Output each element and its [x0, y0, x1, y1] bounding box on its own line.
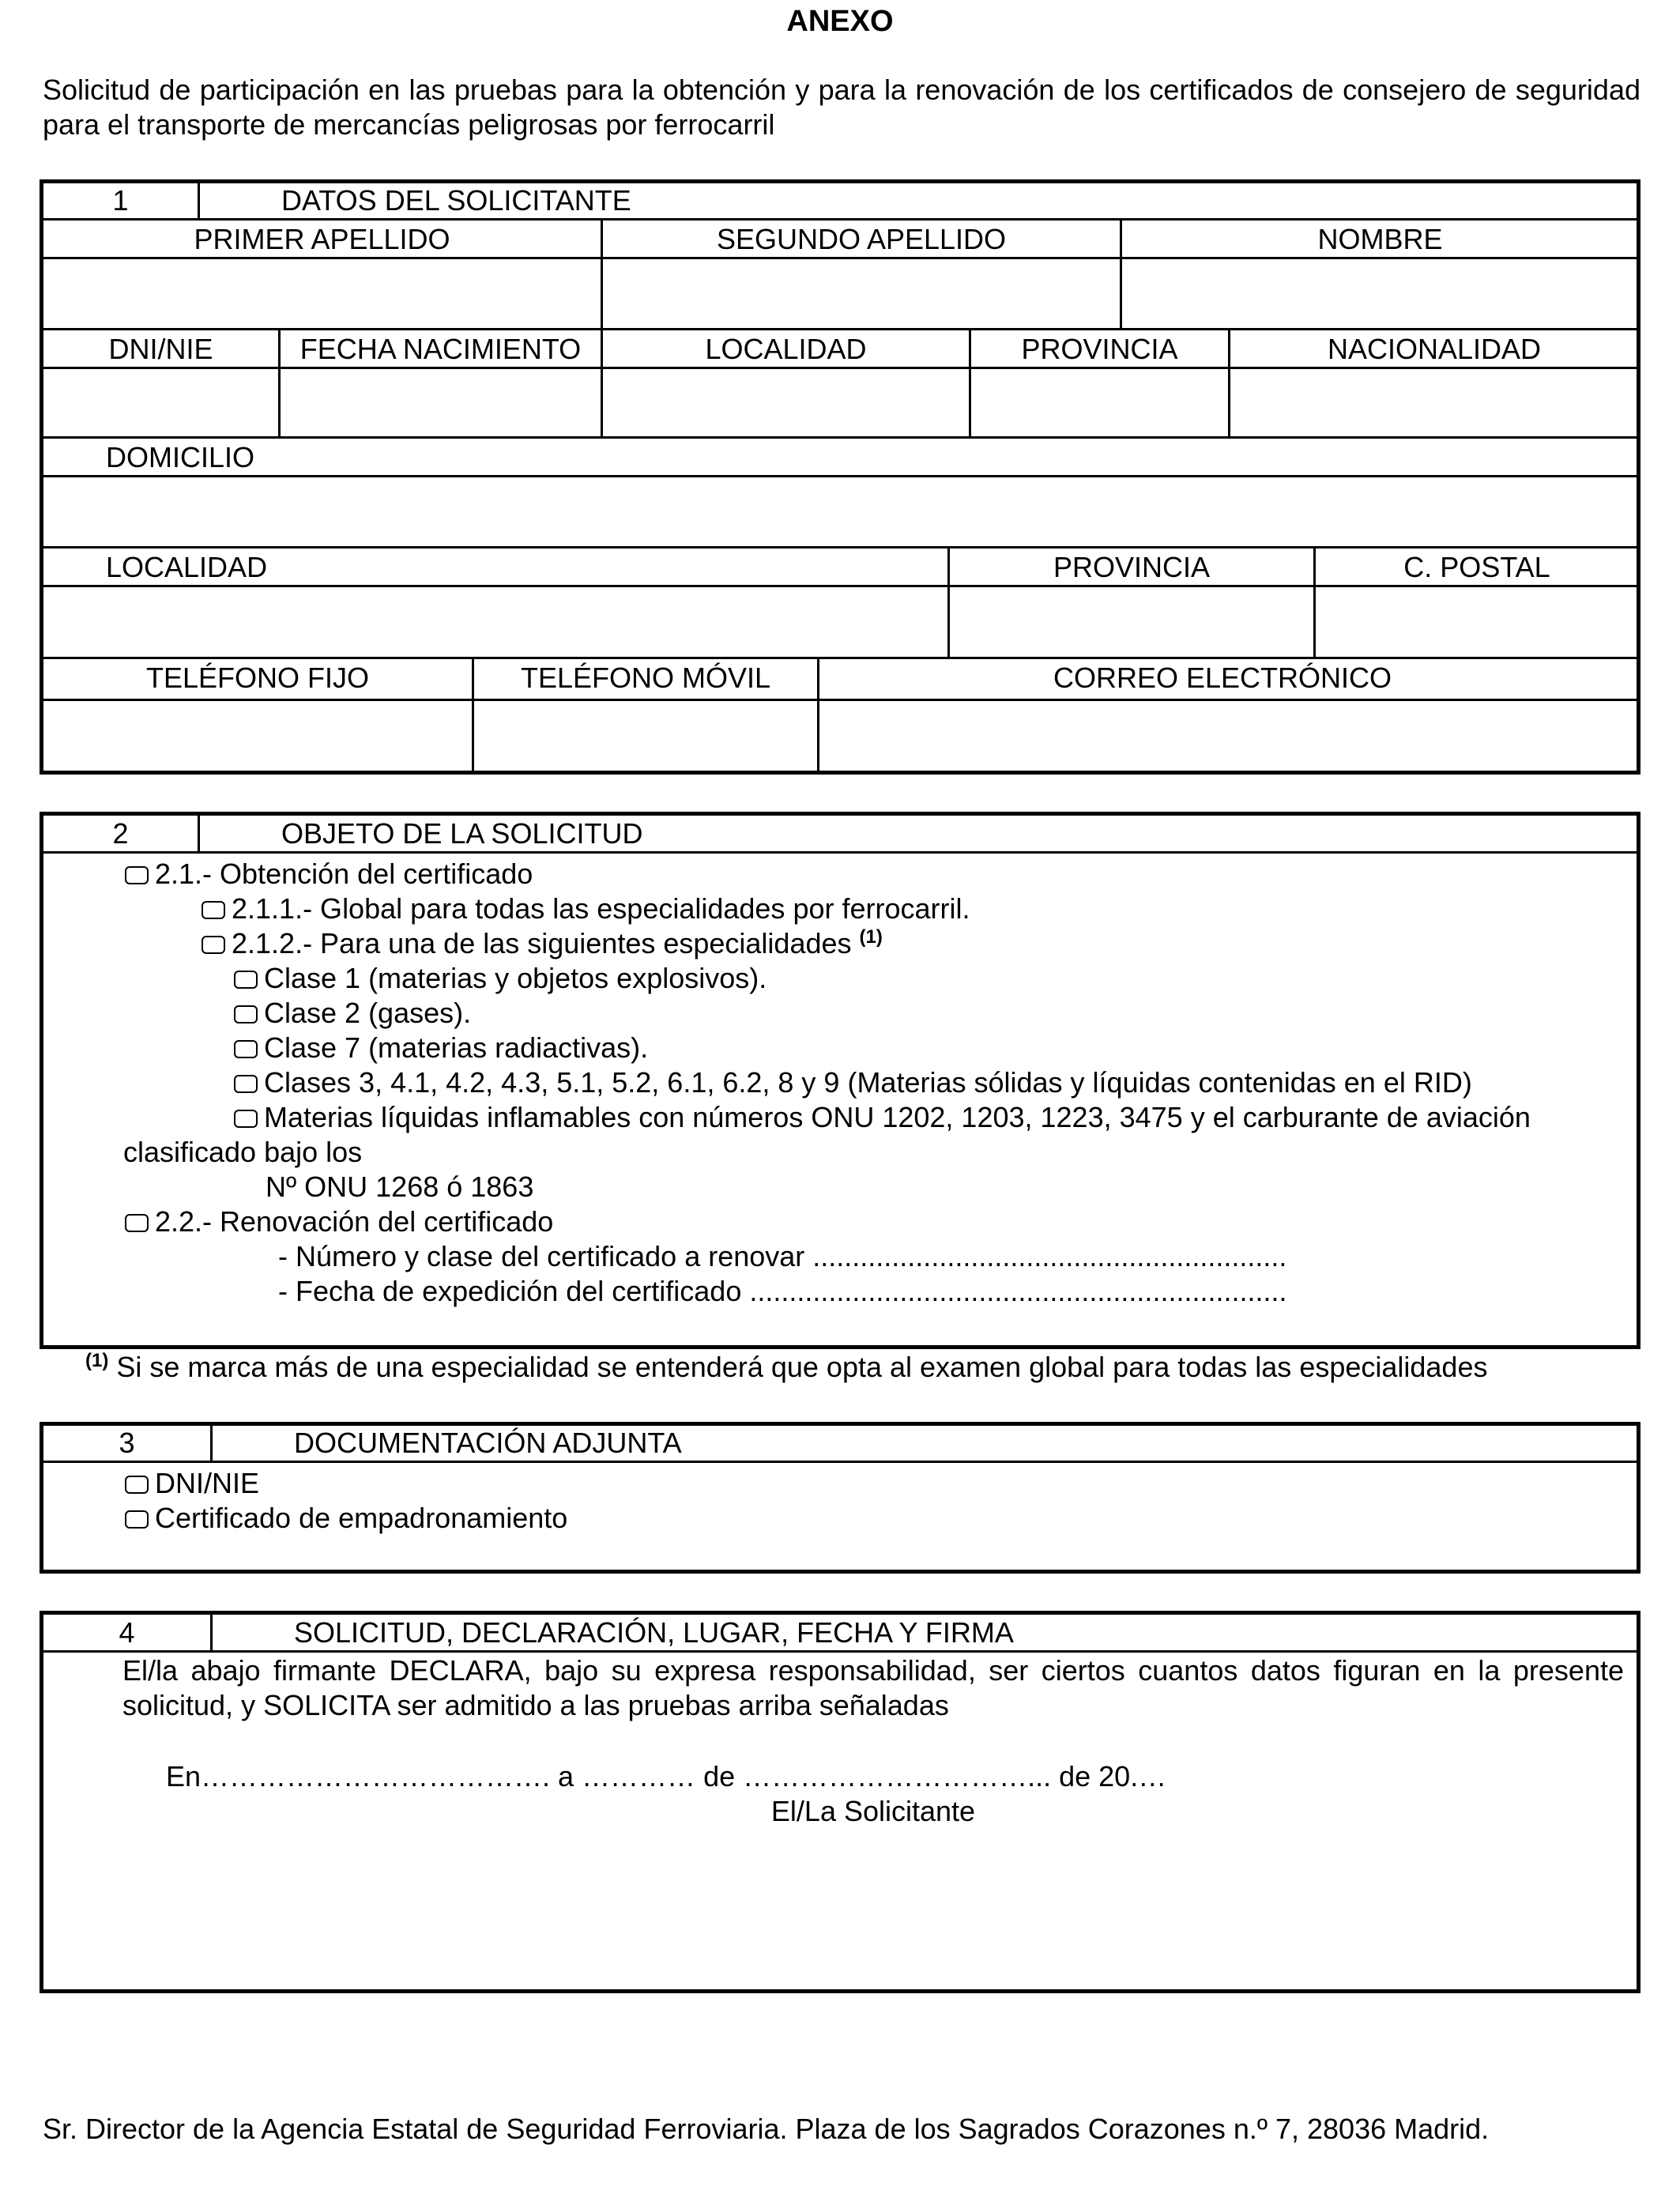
- field-correo-electronico[interactable]: [819, 702, 1638, 771]
- label-codigo-postal: C. POSTAL: [1403, 551, 1550, 583]
- field-telefono-fijo[interactable]: [43, 702, 472, 771]
- checkbox-doc-dni-nie[interactable]: [125, 1476, 149, 1494]
- option-doc-dni-nie: DNI/NIE: [125, 1466, 259, 1501]
- label-primer-apellido: PRIMER APELLIDO: [194, 223, 450, 255]
- section-1-number: 1: [112, 184, 129, 217]
- option-clases-varias: Clases 3, 4.1, 4.2, 4.3, 5.1, 5.2, 6.1, 6.2, 8 y 9 (Materias sólidas y líquidas contenidas en el RID): [234, 1065, 1472, 1100]
- option-doc-empadronamiento: Certificado de empadronamiento: [125, 1501, 567, 1536]
- field-localidad[interactable]: [43, 588, 947, 657]
- label-telefono-fijo: TELÉFONO FIJO: [145, 662, 370, 694]
- declaration-text: El/la abajo firmante DECLARA, bajo su expresa responsabilidad, ser ciertos cuantos datos figuran en la presente solicitud, y SOLICITA ser admitido a las pruebas arriba señaladas: [122, 1654, 1624, 1721]
- option-clase-2: Clase 2 (gases).: [234, 996, 471, 1031]
- field-provincia-nacimiento[interactable]: [971, 370, 1228, 436]
- checkbox-clase-7[interactable]: [234, 1040, 258, 1058]
- liquidos-onu: Nº ONU 1268 ó 1863: [266, 1171, 534, 1203]
- label-nacionalidad: NACIONALIDAD: [1327, 333, 1542, 365]
- section-3-title: DOCUMENTACIÓN ADJUNTA: [294, 1427, 682, 1459]
- label-telefono-movil: TELÉFONO MÓVIL: [520, 662, 771, 694]
- checkbox-liquidos-inflamables[interactable]: [234, 1110, 258, 1128]
- option-especialidad: 2.1.2.- Para una de las siguientes especialidades $^{(1)}$: [202, 926, 883, 961]
- checkbox-doc-empadronamiento[interactable]: [125, 1510, 149, 1529]
- section-4-number: 4: [119, 1616, 135, 1649]
- label-provincia-nacimiento: PROVINCIA: [1021, 333, 1178, 365]
- field-primer-apellido[interactable]: [43, 260, 601, 328]
- checkbox-especialidad[interactable]: [202, 936, 225, 954]
- field-nombre[interactable]: [1122, 260, 1638, 328]
- section-3-documentacion-adjunta: [40, 1422, 1640, 1574]
- field-codigo-postal[interactable]: [1316, 588, 1638, 657]
- section-1-title: DATOS DEL SOLICITANTE: [281, 184, 631, 217]
- option-obtencion: 2.1.- Obtención del certificado: [125, 857, 533, 892]
- label-localidad: LOCALIDAD: [106, 551, 268, 583]
- label-provincia: PROVINCIA: [1053, 551, 1211, 583]
- section-2-title: OBJETO DE LA SOLICITUD: [281, 817, 643, 850]
- label-dni-nie: DNI/NIE: [108, 333, 213, 365]
- checkbox-clases-varias[interactable]: [234, 1075, 258, 1093]
- intro-text: Solicitud de participación en las pruebas para la obtención y para la renovación de los certificados de consejero de seguridad para el transporte de mercancías peligrosas por ferrocarril: [43, 74, 1640, 141]
- field-nacionalidad[interactable]: [1230, 370, 1638, 436]
- label-fecha-nacimiento: FECHA NACIMIENTO: [299, 333, 582, 365]
- field-lugar-fecha[interactable]: En………………………………. a ………… de …………………………... de 20.…: [166, 1760, 1167, 1793]
- option-clase-7: Clase 7 (materias radiactivas).: [234, 1031, 648, 1065]
- field-segundo-apellido[interactable]: [603, 260, 1120, 328]
- checkbox-clase-2[interactable]: [234, 1005, 258, 1023]
- field-domicilio[interactable]: [43, 478, 1638, 546]
- checkbox-clase-1[interactable]: [234, 971, 258, 989]
- label-nombre: NOMBRE: [1317, 223, 1443, 255]
- label-segundo-apellido: SEGUNDO APELLIDO: [716, 223, 1007, 255]
- field-fecha-nacimiento[interactable]: [281, 370, 601, 436]
- liquidos-continuation: clasificado bajo los: [123, 1136, 363, 1168]
- section-2-number: 2: [112, 817, 129, 850]
- field-telefono-movil[interactable]: [474, 702, 817, 771]
- label-localidad-nacimiento: LOCALIDAD: [705, 333, 867, 365]
- field-dni-nie[interactable]: [43, 370, 278, 436]
- section-4-title: SOLICITUD, DECLARACIÓN, LUGAR, FECHA Y FIRMA: [294, 1616, 1014, 1649]
- page-title: ANEXO: [786, 5, 894, 38]
- checkbox-global[interactable]: [202, 901, 225, 919]
- option-liquidos-inflamables: Materias líquidas inflamables con números ONU 1202, 1203, 1223, 3475 y el carburante de aviación: [234, 1100, 1531, 1135]
- label-domicilio: DOMICILIO: [106, 441, 255, 473]
- field-localidad-nacimiento[interactable]: [603, 370, 969, 436]
- field-fecha-expedicion[interactable]: - Fecha de expedición del certificado ....................................................................: [278, 1275, 1287, 1307]
- checkbox-renovacion[interactable]: [125, 1214, 149, 1232]
- checkbox-obtencion[interactable]: [125, 866, 149, 884]
- field-provincia[interactable]: [950, 588, 1313, 657]
- signature-area[interactable]: [43, 1834, 1638, 1988]
- option-global: 2.1.1.- Global para todas las especialidades por ferrocarril.: [202, 892, 970, 926]
- option-renovacion: 2.2.- Renovación del certificado: [125, 1204, 553, 1239]
- field-numero-clase-certificado[interactable]: - Número y clase del certificado a renovar ............................................................: [278, 1240, 1287, 1272]
- signer-label: El/La Solicitante: [770, 1795, 976, 1827]
- option-clase-1: Clase 1 (materias y objetos explosivos).: [234, 961, 767, 996]
- addressee-footer: Sr. Director de la Agencia Estatal de Seguridad Ferroviaria. Plaza de los Sagrados Corazones n.º 7, 28036 Madrid.: [43, 2113, 1490, 2145]
- footnote: $^{(1)}$ Si se marca más de una especialidad se entenderá que opta al examen global para todas las especialidades: [85, 1350, 1488, 1383]
- section-3-number: 3: [119, 1427, 135, 1459]
- label-correo-electronico: CORREO ELECTRÓNICO: [1053, 662, 1392, 694]
